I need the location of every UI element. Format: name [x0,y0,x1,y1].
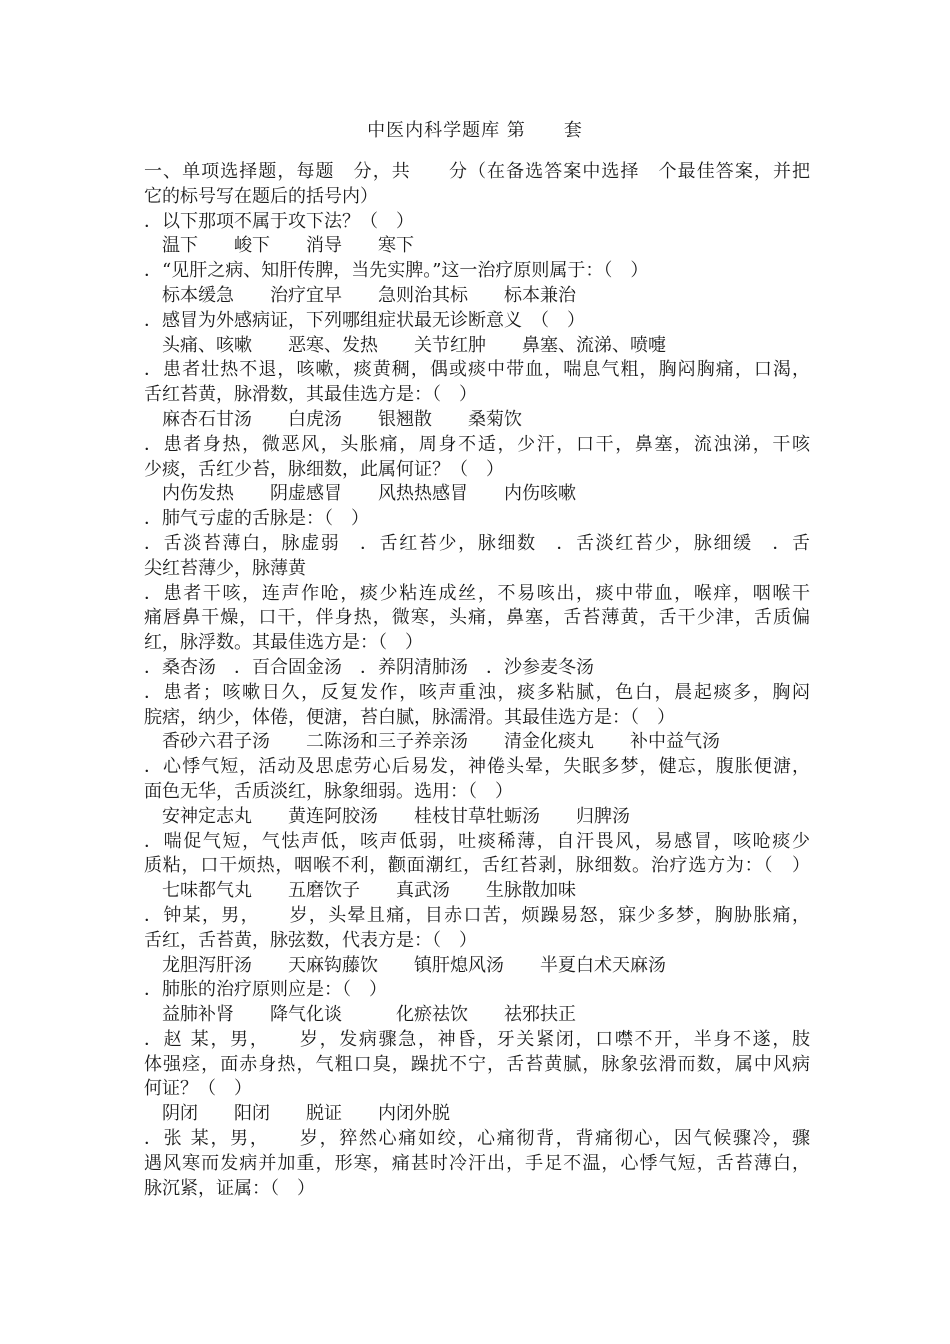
text-line: 一、单项选择题，每题 分，共 分（在备选答案中选择 个最佳答案，并把 [144,161,810,182]
text-line: 舌红苔黄，脉滑数，其最佳选方是：（ ） [144,384,477,406]
text-line: ．感冒为外感病证，下列哪组症状最无诊断意义 （ ） [144,309,585,331]
text-line: 尖红苔薄少，脉薄黄 [144,557,306,579]
text-line: 体强痉，面赤身热，气粗口臭，躁扰不宁，舌苔黄腻，脉象弦滑而数，属中风病 [144,1053,810,1075]
text-line: ．桑杏汤 ．百合固金汤 ．养阴清肺汤 ．沙参麦冬汤 [144,656,594,678]
text-line: ．肺胀的治疗原则应是：（ ） [144,979,387,1001]
text-line: 质粘，口干烦热，咽喉不利，颧面潮红，舌红苔剥，脉细数。治疗选方为：（ ） [144,855,810,877]
text-line: 脘痞，纳少，体倦，便溏，苔白腻，脉濡滑。其最佳选方是：（ ） [144,706,675,728]
text-line: 面色无华，舌质淡红，脉象细弱。选用：（ ） [144,780,513,802]
text-line: ．患者壮热不退，咳嗽，痰黄稠，偶或痰中带血，喘息气粗，胸闷胸痛，口渴， [144,359,810,381]
text-line: ．患者；咳嗽日久，反复发作，咳声重浊，痰多粘腻，色白，晨起痰多，胸闷 [144,681,810,703]
text-line: 香砂六君子汤 二陈汤和三子养亲汤 清金化痰丸 补中益气汤 [144,731,720,753]
question-list [144,160,810,1201]
text-line: 舌红，舌苔黄，脉弦数，代表方是：（ ） [144,929,477,951]
text-line: ．心悸气短，活动及思虑劳心后易发，神倦头晕，失眠多梦，健忘，腹胀便溏， [144,756,810,778]
text-line: 遇风寒而发病并加重，形寒，痛甚时冷汗出，手足不温，心悸气短，舌苔薄白， [144,1152,810,1174]
text-line: ．“见肝之病、知肝传脾，当先实脾。”这一治疗原则属于：（ ） [144,260,649,282]
text-line: 七味都气丸 五磨饮子 真武汤 生脉散加味 [144,880,576,902]
text-line: 温下 峻下 消导 寒下 [144,235,414,257]
text-line: 痛唇鼻干燥，口干，伴身热，微寒，头痛，鼻塞，舌苔薄黄，舌干少津，舌质偏 [144,607,810,629]
text-line: ．舌淡苔薄白，脉虚弱 ．舌红苔少，脉细数 ．舌淡红苔少，脉细缓 ．舌 [144,532,810,554]
text-line: 少痰，舌红少苔，脉细数，此属何证？（ ） [144,458,504,480]
text-line: ．喘促气短，气怯声低，咳声低弱，吐痰稀薄，自汗畏风，易感冒，咳呛痰少 [144,830,810,852]
text-line: ．以下那项不属于攻下法？（ ） [144,210,414,232]
text-line: 头痛、咳嗽 恶寒、发热 关节红肿 鼻塞、流涕、喷嚏 [144,334,666,356]
text-line: 它的标号写在题后的括号内） [144,185,378,207]
text-line: 内伤发热 阴虚感冒 风热热感冒 内伤咳嗽 [144,483,576,505]
text-line: 标本缓急 治疗宜早 急则治其标 标本兼治 [144,284,576,306]
page-title: 中医内科学题库 第 套 [367,120,583,141]
text-line: 安神定志丸 黄连阿胶汤 桂枝甘草牡蛎汤 归脾汤 [144,805,630,827]
text-line: ．赵 某，男， 岁，发病骤急，神昏，牙关紧闭，口噤不开，半身不遂，肢 [144,1028,810,1050]
text-line: ．肺气亏虚的舌脉是：（ ） [144,508,369,530]
text-line: 脉沉紧，证属：（ ） [144,1177,315,1199]
text-line: 红，脉浮数。其最佳选方是：（ ） [144,632,423,654]
text-line: 阴闭 阳闭 脱证 内闭外脱 [144,1103,450,1125]
text-line: ．张 某，男， 岁，猝然心痛如绞，心痛彻背，背痛彻心，因气候骤冷，骤 [144,1128,810,1150]
text-line: 益肺补肾 降气化谈 化瘀祛饮 祛邪扶正 [144,1004,576,1026]
text-line: ．患者身热，微恶风，头胀痛，周身不适，少汗，口干，鼻塞，流浊涕，干咳 [144,433,810,455]
text-line: ．患者干咳，连声作呛，痰少粘连成丝，不易咳出，痰中带血，喉痒，咽喉干 [144,582,810,604]
text-line: ．钟某，男， 岁，头晕且痛，目赤口苦，烦躁易怒，寐少多梦，胸胁胀痛， [144,904,810,926]
text-line: 龙胆泻肝汤 天麻钩藤饮 镇肝熄风汤 半夏白术天麻汤 [144,954,666,976]
text-line: 麻杏石甘汤 白虎汤 银翘散 桑菊饮 [144,408,522,430]
text-line: 何证？（ ） [144,1078,252,1100]
